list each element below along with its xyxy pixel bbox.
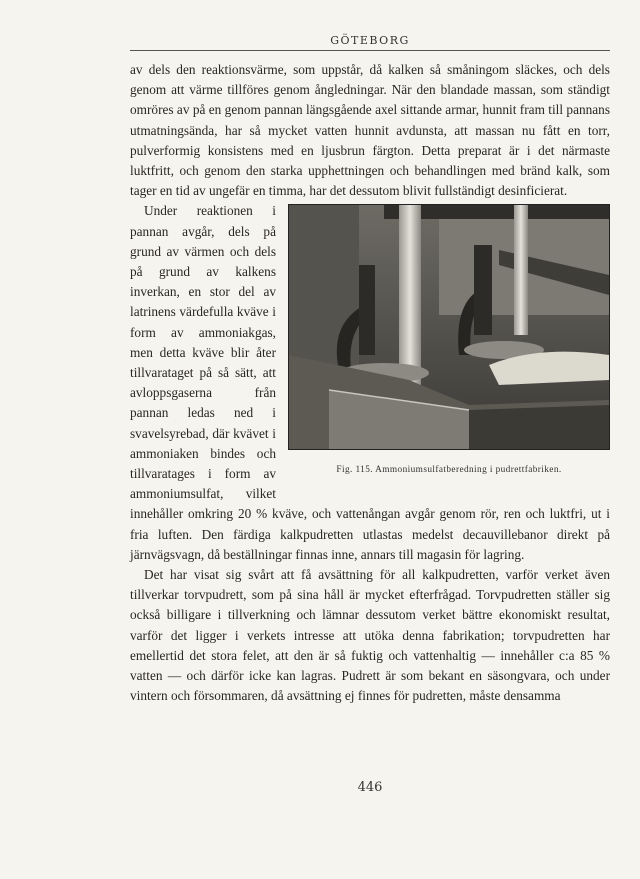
paragraph-1-text: av dels den reaktionsvärme, som uppstår, då kalken så småningom släckes, och dels genom att värme tillföres genom ångledningar. När den blandade massan, som ständigt omröres av på en genom pannan längsgående axel sittande armar, hunnit fram till pannans utmatningsända, har så mycket vatten hunnit avdunsta, att massan nu fått en torr, pulverformig konsistens med en ljusbrun färgton. Detta preparat är i det närmaste luktfritt, och genom den starka upphettningen och behandlingen med bränd kalk, som tager en tid av ungefär en timma, har det dessutom blivit fullständigt desinficierat.: [130, 62, 610, 199]
page-number: 446: [357, 780, 383, 795]
body-text: [130, 60, 610, 707]
running-header: GÖTEBORG: [330, 34, 410, 47]
paragraph-3: [130, 565, 610, 706]
figure-caption: Fig. 115. Ammoniumsulfatberedning i pudrettfabriken.: [336, 465, 562, 476]
paragraph-3-text: Det har visat sig svårt att få avsättning för all kalkpudretten, varför verket även tillverkar torvpudrett, som på sina håll är mycket efterfrågad. Torvpudretten ställer sig också billigare i tillverkning och lämnar dessutom verket bättre ekonomiskt resultat, varför det ligger i verkets intresse att utöka denna fabrikation; torvpudretten har emellertid det stora felet, att den är så fuktig och vattenhaltig — innehåller c:a 85 % vatten — och därför icke kan lagras. Pudrett är som bekant en säsongvara, och under vintern och försommaren, då avsättning ej finnes för pudretten, måste densamma: [130, 567, 610, 704]
figure: [288, 204, 610, 480]
factory-photo: [288, 204, 610, 450]
header-rule: [130, 50, 610, 51]
paragraph-2: [130, 201, 610, 565]
paragraph-2-text: Under reaktionen i pannan avgår, dels på grund av värmen och dels på grund av kalkens inverkan, en stor del av latrinens värdefulla kväve i form av ammoniakgas, men detta kväve blir åter tillvarataget på så sätt, att avloppsgaserna från pannan ledas ned i svavelsyrebad, där kvävet i ammoniaken bindes och tillvaratages i form av ammoniumsulfat, vilket innehåller omkring 20 % kväve, och vattenångan avgår genom rör, ren och luktfri, ut i fria luften. Den färdiga kalkpudretten utlastas medelst decauvillebanor direkt på järnvägsvagn, då beställningar finnas inne, annars till magasin för lagring.: [130, 203, 610, 562]
paragraph-1: [130, 60, 610, 201]
